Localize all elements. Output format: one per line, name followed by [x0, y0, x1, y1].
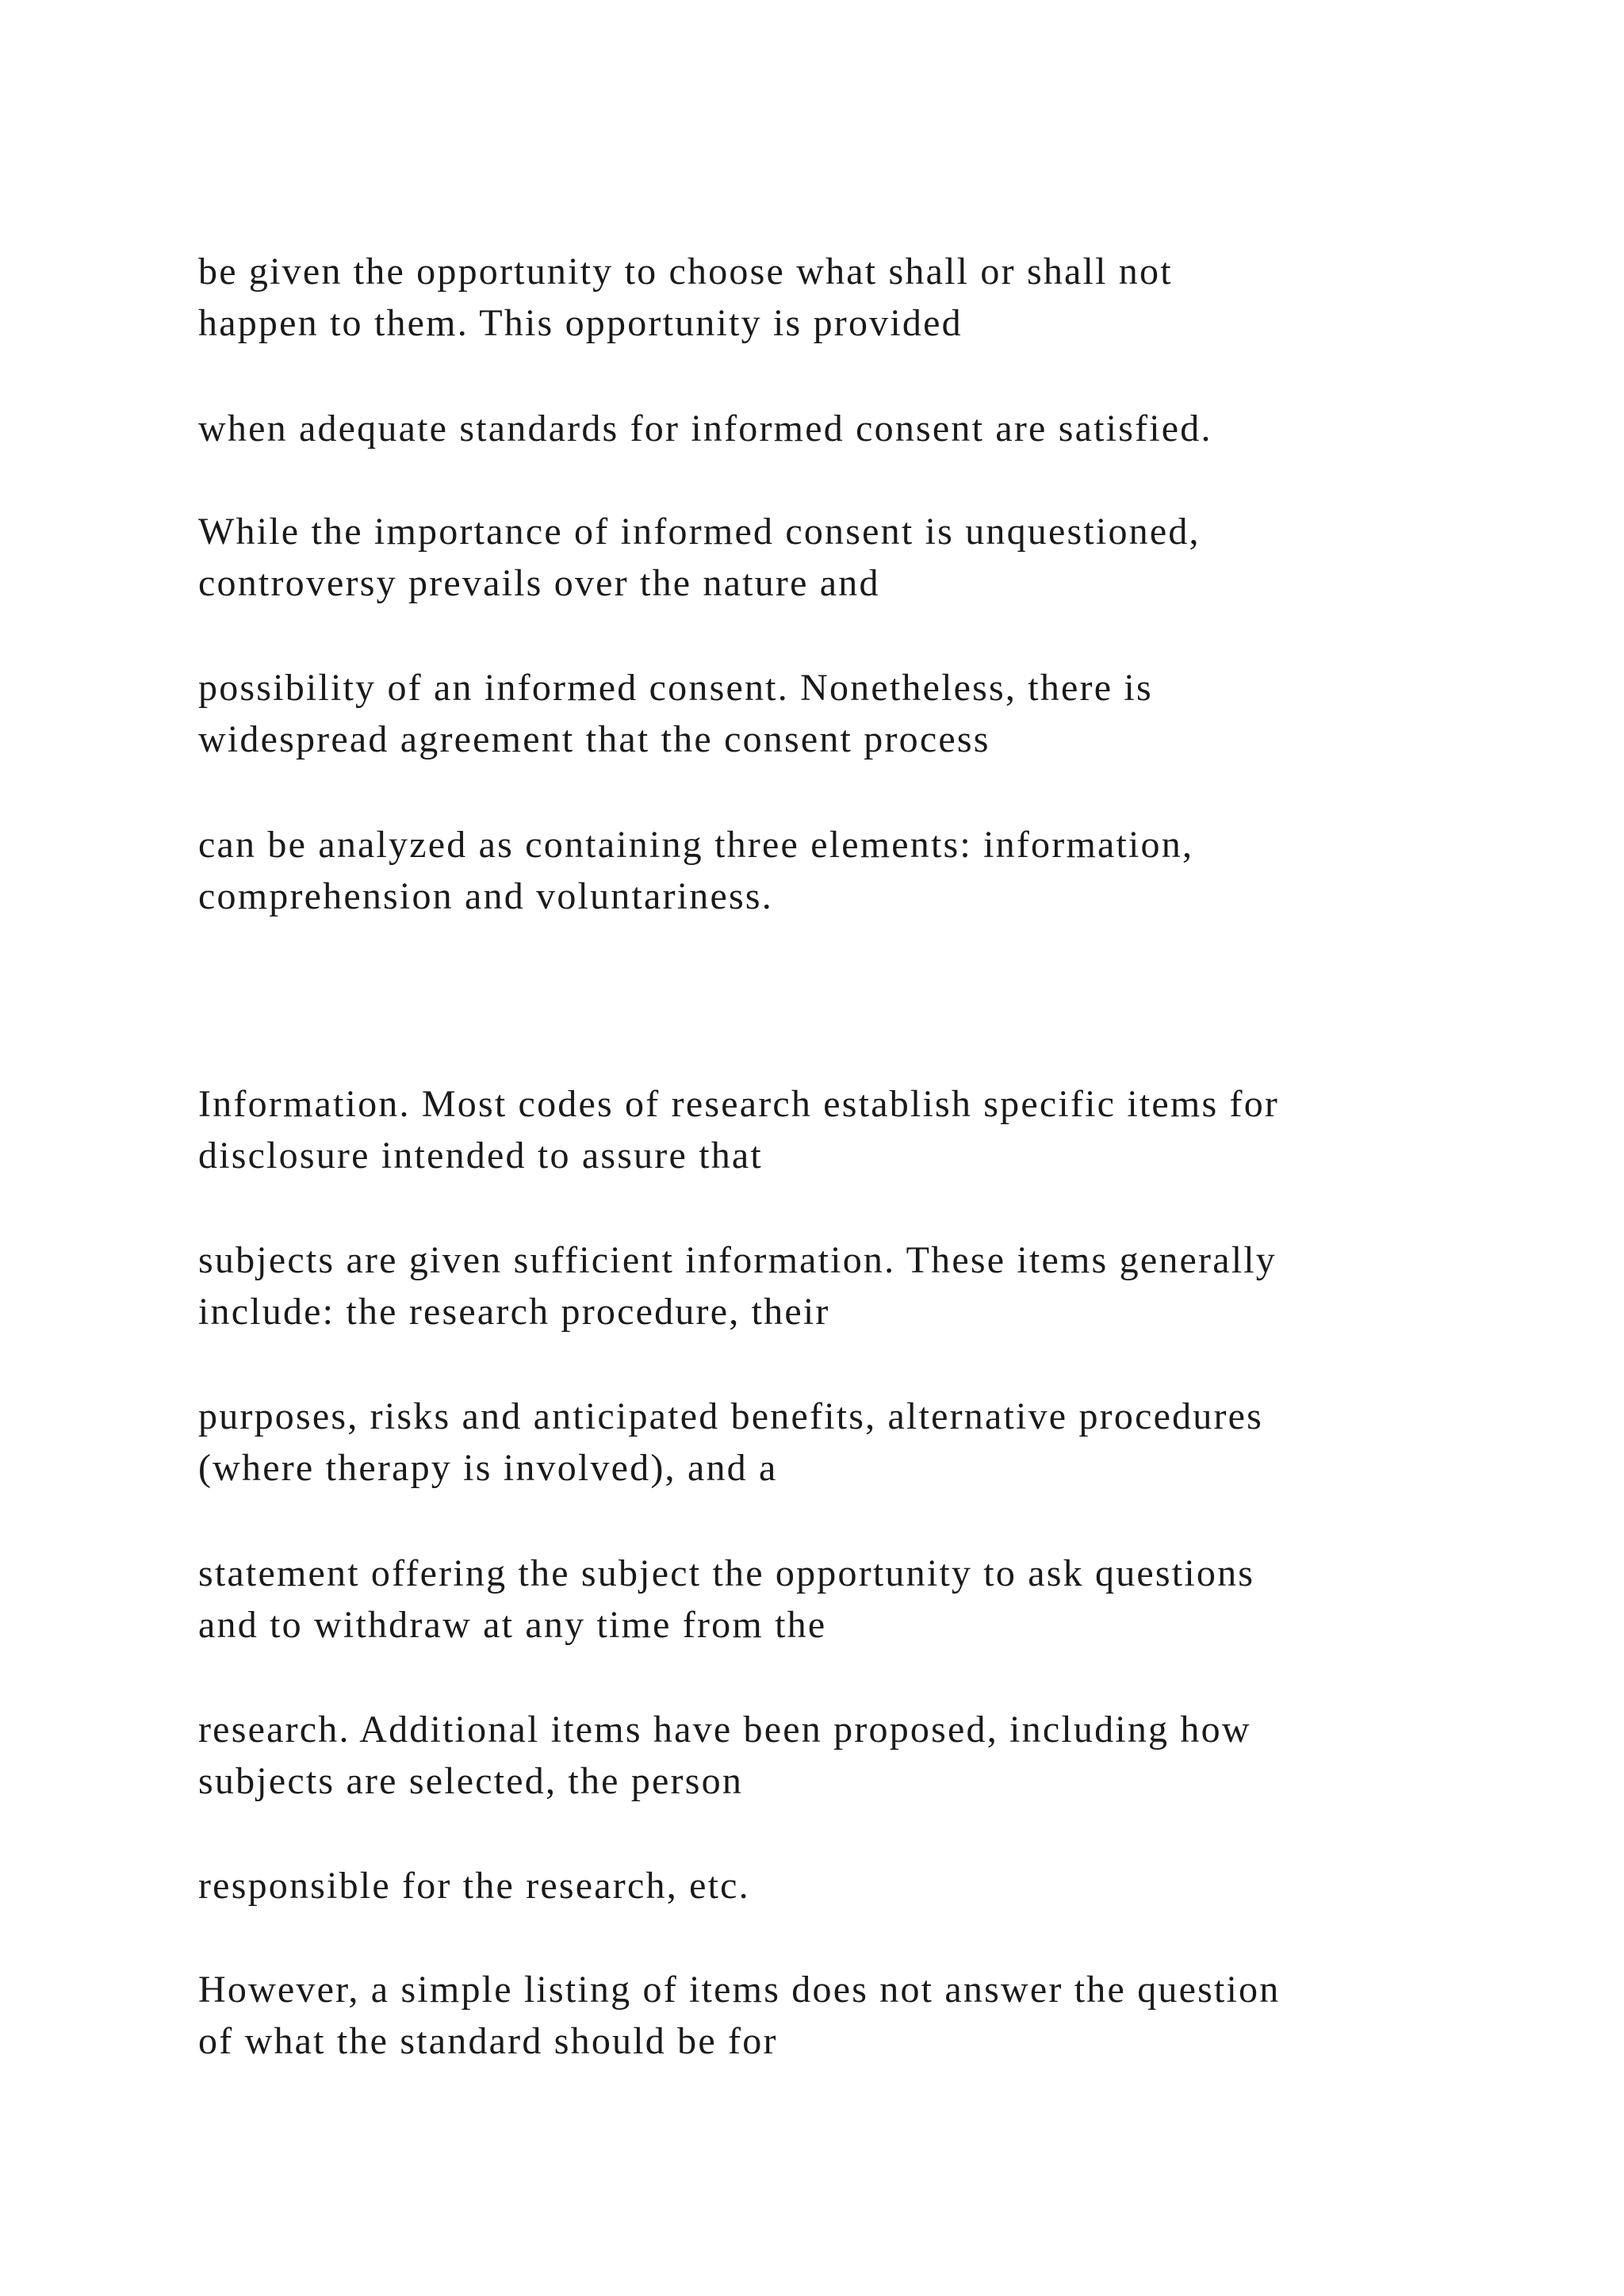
paragraph-12: [198, 1964, 1546, 2067]
text-line: happen to them. This opportunity is provided: [198, 302, 963, 344]
paragraph-8: [198, 1391, 1546, 1494]
text-line: of what the standard should be for: [198, 2020, 778, 2062]
text-line: (where therapy is involved), and a: [198, 1447, 778, 1489]
text-line: statement offering the subject the opportunity to ask questions: [198, 1552, 1255, 1594]
text-line: Information. Most codes of research establish specific items for: [198, 1083, 1280, 1125]
text-line: responsible for the research, etc.: [198, 1865, 750, 1907]
paragraph-10: [198, 1704, 1546, 1807]
paragraph-6: [198, 1078, 1546, 1181]
text-line: However, a simple listing of items does not answer the question: [198, 1969, 1281, 2011]
paragraph-1: [198, 246, 1546, 349]
paragraph-4: [198, 662, 1546, 765]
paragraph-7: [198, 1234, 1546, 1337]
text-line: include: the research procedure, their: [198, 1291, 830, 1333]
text-line: purposes, risks and anticipated benefits, alternative procedures: [198, 1395, 1264, 1437]
text-line: subjects are given sufficient information. These items generally: [198, 1239, 1277, 1281]
text-line: widespread agreement that the consent process: [198, 718, 990, 760]
paragraph-11: [198, 1860, 1546, 1911]
text-line: While the importance of informed consent is unquestioned,: [198, 511, 1201, 553]
paragraph-9: [198, 1548, 1546, 1651]
text-line: disclosure intended to assure that: [198, 1135, 763, 1177]
text-line: comprehension and voluntariness.: [198, 875, 773, 917]
text-line: subjects are selected, the person: [198, 1760, 744, 1802]
paragraph-2: [198, 403, 1546, 454]
text-line: when adequate standards for informed consent are satisfied.: [198, 408, 1212, 450]
paragraph-3: [198, 506, 1546, 609]
paragraph-5: [198, 819, 1546, 922]
text-line: possibility of an informed consent. Nonetheless, there is: [198, 667, 1153, 709]
text-line: and to withdraw at any time from the: [198, 1604, 827, 1646]
text-line: can be analyzed as containing three elements: information,: [198, 824, 1194, 866]
text-line: research. Additional items have been proposed, including how: [198, 1709, 1251, 1751]
text-line: be given the opportunity to choose what shall or shall not: [198, 251, 1173, 293]
text-line: controversy prevails over the nature and: [198, 562, 880, 604]
